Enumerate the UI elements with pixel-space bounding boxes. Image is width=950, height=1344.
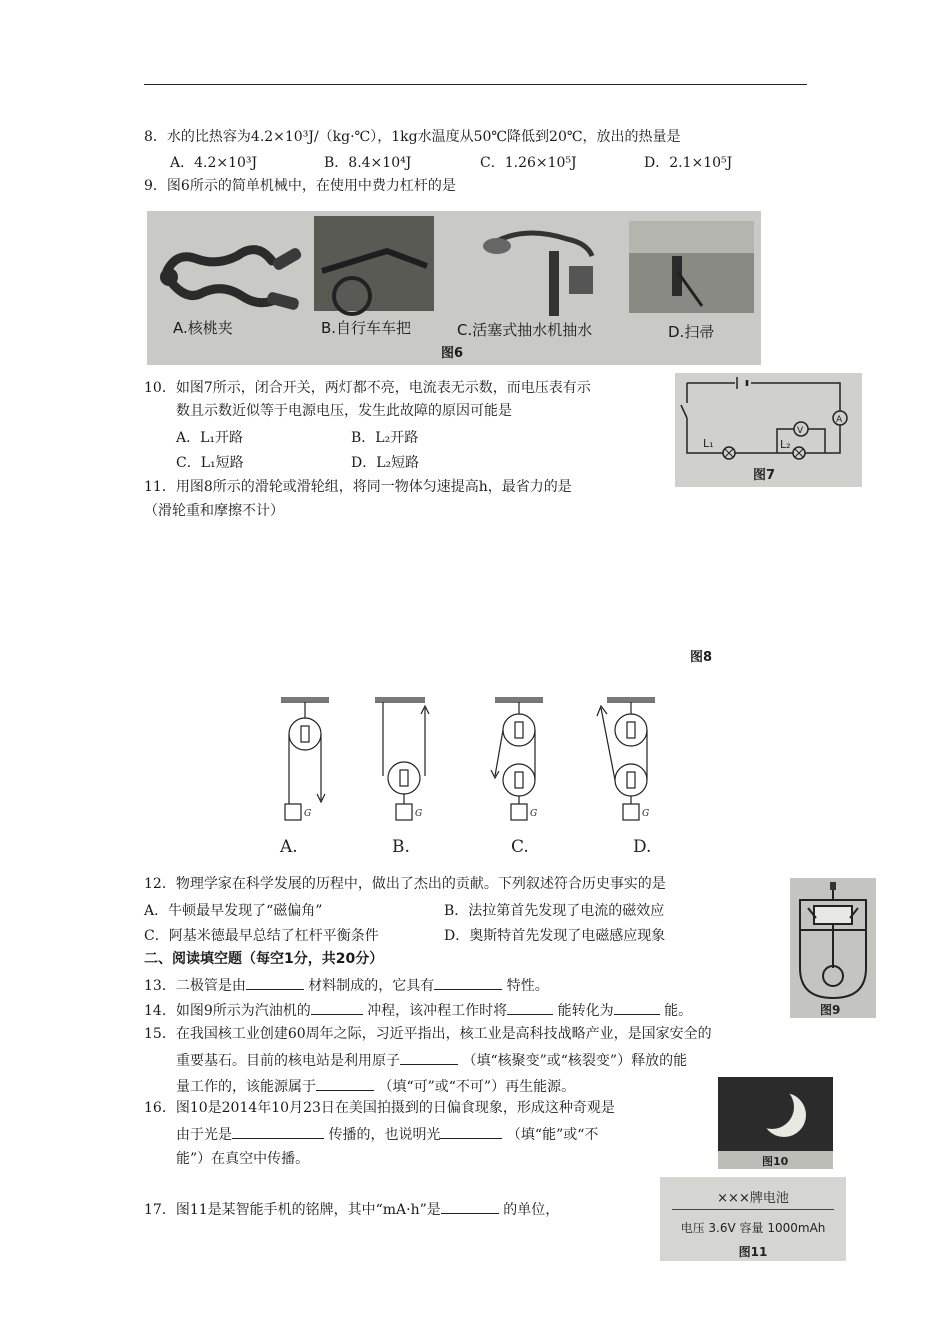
q16-text-c: （填“能”或“不 — [506, 1127, 599, 1143]
q10-option-d: D．L₂短路 — [351, 455, 420, 471]
q12-stem: 12．物理学家在科学发展的历程中，做出了杰出的贡献。下列叙述符合历史事实的是 — [144, 876, 666, 892]
q14-line — [144, 1000, 692, 1020]
q14-blank-2[interactable] — [507, 1000, 553, 1015]
battery-brand: ×××牌电池 — [717, 1191, 789, 1206]
voltmeter-label: V — [797, 426, 804, 436]
ammeter-label: A — [836, 415, 843, 425]
engine-diagram — [790, 878, 876, 1018]
fig8-label-c: C. — [511, 837, 529, 857]
q10-option-c: C．L₁短路 — [176, 455, 244, 471]
q13-text-a: 13．二极管是由 — [144, 978, 246, 994]
fig9-title: 图9 — [820, 1003, 841, 1017]
q14-text-b: 冲程，该冲程工作时将 — [367, 1003, 508, 1019]
fig6-title: 图6 — [441, 346, 464, 361]
fig6-label-c: C.活塞式抽水机抽水 — [457, 321, 593, 339]
figure-9 — [790, 878, 876, 1018]
q15-text-a: 重要基石。目前的核电站是利用原子 — [176, 1053, 400, 1069]
fig7-title: 图7 — [753, 468, 776, 483]
load-label-a: G — [304, 809, 312, 819]
q13-text-b: 材料制成的，它具有 — [308, 978, 435, 994]
fig8-label-a: A. — [280, 837, 298, 857]
q15-text-c: 量工作的，该能源属于 — [176, 1079, 316, 1095]
fig8-title: 图8 — [690, 650, 713, 665]
q11-line2: （滑轮重和摩擦不计） — [144, 503, 284, 519]
l2-label: L₂ — [780, 438, 791, 451]
q10-option-b: B．L₂开路 — [351, 430, 419, 446]
q10-option-a: A．L₁开路 — [176, 430, 244, 446]
figure-8 — [275, 692, 675, 862]
q17-line — [144, 1199, 559, 1219]
q15-text-d: （填“可”或“不可”）再生能源。 — [378, 1079, 576, 1095]
q14-text-d: 能。 — [664, 1003, 693, 1019]
fig8-label-d: D. — [633, 837, 652, 857]
figure-7 — [675, 373, 862, 487]
load-label-d: G — [642, 809, 650, 819]
q15-line1: 15．在我国核工业创建60周年之际，习近平指出，核工业是高科技战略产业，是国家安全的 — [144, 1026, 712, 1042]
q16-text-a: 由于光是 — [176, 1127, 232, 1143]
q13-line — [144, 975, 549, 995]
header-rule — [144, 84, 807, 85]
q16-line3: 能”）在真空中传播。 — [176, 1151, 310, 1167]
q13-text-c: 特性。 — [506, 978, 549, 994]
load-label-b: G — [415, 809, 423, 819]
q15-blank-2[interactable] — [316, 1076, 374, 1091]
q16-blank-1[interactable] — [232, 1124, 324, 1139]
q15-blank-1[interactable] — [400, 1050, 458, 1065]
q14-text-c: 能转化为 — [557, 1003, 614, 1019]
q8-option-b: B．8.4×10⁴J — [324, 155, 412, 171]
q12-option-b: B．法拉第首先发现了电流的磁效应 — [444, 903, 665, 919]
figure-10 — [718, 1077, 833, 1169]
q8-option-a: A．4.2×10³J — [170, 155, 258, 171]
q9-stem: 9．图6所示的简单机械中，在使用中费力杠杆的是 — [144, 178, 456, 194]
eclipse-photo — [718, 1077, 833, 1169]
fig8-label-b: B. — [392, 837, 410, 857]
nutcracker-drawing — [160, 246, 303, 311]
q11-line1: 11．用图8所示的滑轮或滑轮组，将同一物体匀速提高h，最省力的是 — [144, 479, 572, 495]
l1-label: L₁ — [703, 437, 714, 450]
pulley-diagrams — [275, 692, 675, 862]
battery-spec: 电压 3.6V 容量 1000mAh — [680, 1221, 826, 1235]
q8-option-c: C．1.26×10⁵J — [480, 155, 577, 171]
q16-text-b: 传播的，也说明光 — [328, 1127, 441, 1143]
q8-stem: 8．水的比热容为4.2×10³J/（kg·℃），1kg水温度从50℃降低到20℃，放出的热量是 — [144, 129, 681, 145]
q14-blank-3[interactable] — [614, 1000, 660, 1015]
q10-line2: 数且示数近似等于电源电压，发生此故障的原因可能是 — [176, 403, 512, 419]
q17-text-a: 17．图11是某智能手机的铭牌，其中“mA·h”是 — [144, 1202, 441, 1218]
q17-text-b: 的单位， — [503, 1202, 560, 1218]
q16-line1: 16．图10是2014年10月23日在美国拍摄到的日偏食现象，形成这种奇观是 — [144, 1100, 615, 1116]
fig11-title: 图11 — [738, 1245, 768, 1259]
q10-line1: 10．如图7所示，闭合开关，两灯都不亮，电流表无示数，而电压表有示 — [144, 380, 591, 396]
q13-blank-2[interactable] — [434, 975, 502, 990]
q16-blank-2[interactable] — [440, 1124, 502, 1139]
fig6-label-a: A.核桃夹 — [173, 319, 233, 337]
fig10-title: 图10 — [762, 1155, 789, 1168]
figure-6 — [147, 211, 761, 365]
q15-line2 — [176, 1050, 687, 1070]
q12-option-c: C．阿基米德最早总结了杠杆平衡条件 — [144, 928, 379, 944]
battery-divider — [672, 1209, 834, 1210]
q17-blank-1[interactable] — [441, 1199, 499, 1214]
fig6-label-d: D.扫帚 — [668, 323, 715, 341]
q12-option-a: A．牛顿最早发现了“磁偏角” — [144, 903, 323, 919]
circuit-diagram — [675, 373, 862, 487]
section2-title: 二、阅读填空题（每空1分，共20分） — [144, 951, 384, 967]
fig6-label-b: B.自行车车把 — [321, 319, 412, 337]
q15-text-b: （填“核聚变”或“核裂变”）释放的能 — [462, 1053, 688, 1069]
q14-blank-1[interactable] — [311, 1000, 363, 1015]
q12-option-d: D．奥斯特首先发现了电磁感应现象 — [444, 928, 666, 944]
q16-line2 — [176, 1124, 598, 1144]
q8-option-d: D．2.1×10⁵J — [644, 155, 733, 171]
q15-line3 — [176, 1076, 575, 1096]
q14-text-a: 14．如图9所示为汽油机的 — [144, 1003, 311, 1019]
figure-11 — [660, 1177, 846, 1261]
load-label-c: G — [530, 809, 538, 819]
pump-drawing — [483, 233, 593, 316]
q13-blank-1[interactable] — [246, 975, 304, 990]
